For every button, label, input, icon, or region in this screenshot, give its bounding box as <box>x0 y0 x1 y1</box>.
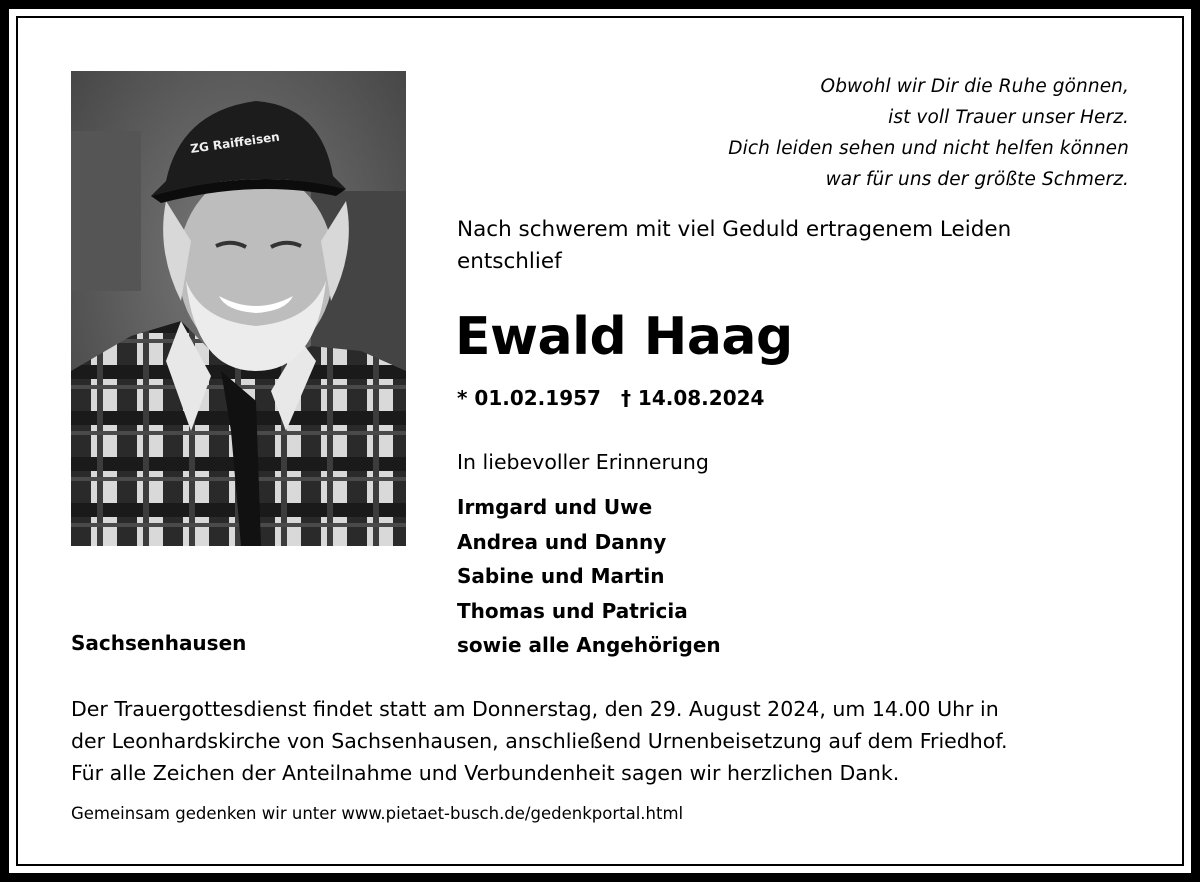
poem <box>728 71 1129 195</box>
mourner-entry: Irmgard und Uwe <box>457 495 653 519</box>
deceased-name: Ewald Haag <box>455 307 793 367</box>
life-dates <box>457 383 764 413</box>
mourners-list <box>457 490 721 663</box>
birth-date: * 01.02.1957 <box>457 386 601 410</box>
poem-line: war für uns der größte Schmerz. <box>825 169 1129 190</box>
service-info <box>71 693 1151 789</box>
intro-line: Nach schwerem mit viel Geduld ertragenem Leiden <box>457 217 1012 242</box>
service-line: Für alle Zeichen der Anteilnahme und Verbundenheit sagen wir herzlichen Dank. <box>71 761 900 785</box>
portrait-photo <box>71 71 406 546</box>
mourner-entry: Andrea und Danny <box>457 529 667 554</box>
cap-logo-text: ZG Raiffeisen <box>189 129 281 156</box>
service-line: Der Trauergottesdienst findet statt am Donnerstag, den 29. August 2024, um 14.00 Uhr in <box>71 697 999 721</box>
memory-text: In liebevoller Erinnerung <box>457 450 709 474</box>
mourner-entry: Sabine und Martin <box>457 564 665 588</box>
poem-line: Obwohl wir Dir die Ruhe gönnen, <box>820 76 1129 97</box>
intro-text <box>457 214 1117 278</box>
memorial-portal-link[interactable]: Gemeinsam gedenken wir unter www.pietaet-busch.de/gedenkportal.html <box>71 804 684 823</box>
intro-line: entschlief <box>457 249 562 274</box>
place-name: Sachsenhausen <box>71 631 247 655</box>
poem-line: Dich leiden sehen und nicht helfen können <box>728 138 1129 159</box>
mourner-entry: Thomas und Patricia <box>457 598 688 623</box>
death-date: † 14.08.2024 <box>620 386 765 410</box>
poem-line: ist voll Trauer unser Herz. <box>888 107 1129 128</box>
mourner-entry: sowie alle Angehörigen <box>457 633 721 657</box>
service-line: der Leonhardskirche von Sachsenhausen, anschließend Urnenbeisetzung auf dem Friedhof. <box>71 729 1008 753</box>
